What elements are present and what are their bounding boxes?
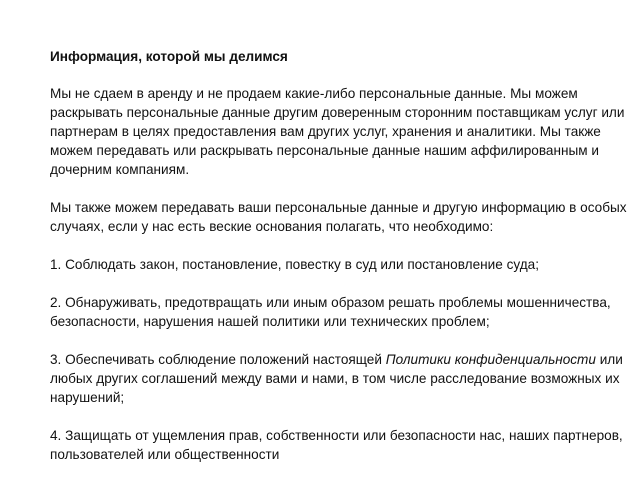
section-heading: Информация, которой мы делимся [50,49,288,64]
list-item-comply-law: 1. Соблюдать закон, постановление, повестку в суд или постановление суда; [50,257,539,272]
list-item-enforce-policy [50,350,628,407]
policy-section [50,47,628,464]
paragraph-special-cases: Мы также можем передавать ваши персональные данные и другую информацию в особых случаях, если у нас есть веские основания полагать, что необходимо: [50,200,627,234]
item-3-suffix: или любых других соглашений между вами и нами, в том числе расследование возможных их нарушений; [50,352,623,405]
privacy-policy-emphasis: Политики конфиденциальности [385,352,596,367]
list-item-detect-fraud: 2. Обнаруживать, предотвращать или иным образом решать проблемы мошенничества, безопасности, нарушения нашей политики или технических проблем; [50,295,611,329]
paragraph-sharing: Мы не сдаем в аренду и не продаем какие-либо персональные данные. Мы можем раскрывать персональные данные другим доверенным сторонним поставщикам услуг или партнерам в целях предоставления вам других услуг, хранения и аналитики. Мы также можем передавать или раскрывать персональные данные нашим аффилированным и дочерним компаниям. [50,86,625,177]
list-item-protect-rights: 4. Защищать от ущемления прав, собственности или безопасности нас, наших партнеров, пользователей или общественности [50,428,623,462]
item-3-prefix: 3. Обеспечивать соблюдение положений настоящей [50,352,386,367]
